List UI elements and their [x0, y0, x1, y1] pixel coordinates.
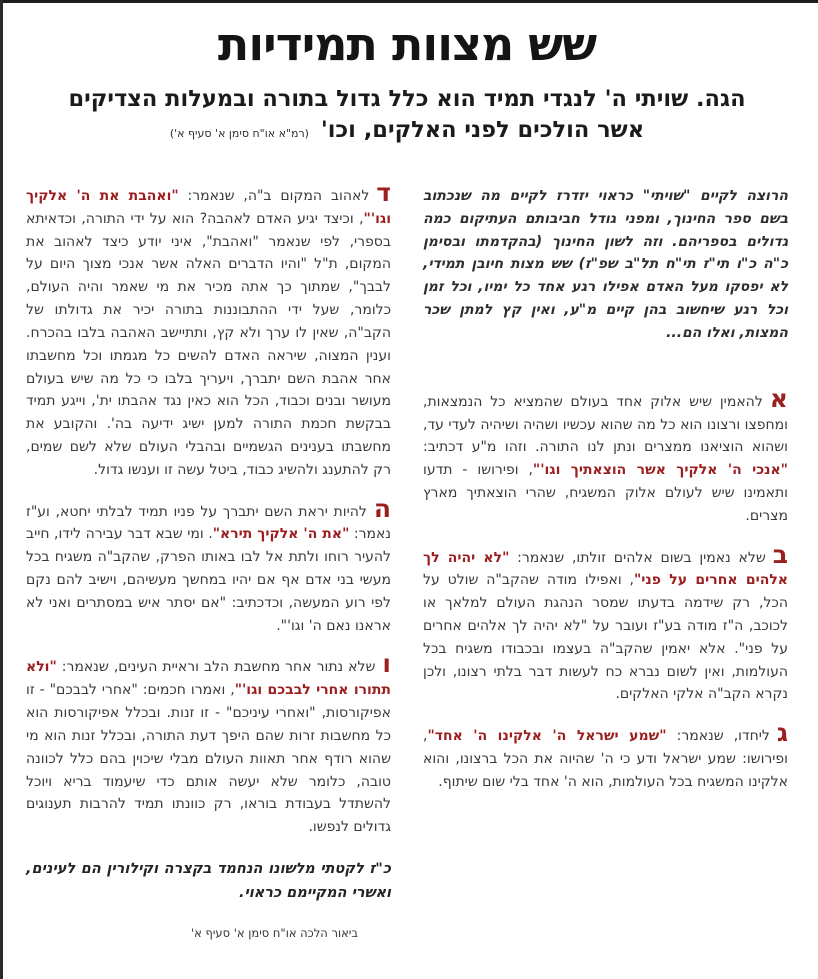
intro-paragraph: הרוצה לקיים "שויתי" כראוי יזדרז לקיים מה שנכתוב בשם ספר החינוך, ומפני גודל חביבותם העתיקום כמה גדולים בספריהם. וזה לשון החינוך (בהקדמתו ובסימן כ"ה כ"ו תי"ז תי"ח תל"ב שפ"ז) שש מצות חיובן תמידי, לא יפסקו מעל האדם אפילו רגע אחד כל ימיו, וכל זמן וכל רגע שיחשוב בהן קיים מ"ע, ואין קץ למתן שכר המצות, ואלו הם...	[423, 188, 788, 341]
page-edge-left	[0, 0, 3, 979]
subtitle-line2	[26, 115, 788, 145]
two-column-body	[26, 171, 788, 943]
section-letter-bet: ב	[772, 539, 788, 569]
subtitle-citation: (רמ"א או"ח סימן א' סעיף א')	[169, 126, 309, 140]
section-paragraph-vav	[26, 649, 391, 839]
page-edge-top	[0, 0, 818, 3]
subtitle-line1: הגה. שויתי ה' לנגדי תמיד הוא כלל גדול בתורה ובמעלות הצדיקים	[68, 86, 746, 113]
section-paragraph-bet	[423, 539, 788, 707]
section-text-bet: שלא נאמין בשום אלהים זולתו, שנאמר: "לא יהיה לך אלהים אחרים על פני", ואפילו מודה שהקב"ה שולט על הכל, רק שידמה בדעתו שמסר הנהגת העולם למלאך או לכוכב, ה"ז מודה בע"ז ועובר על "לא יהיה לך אלהים אחרים על פני". אלא יאמין שהקב"ה בעצמו ובכבודו משגיח בכל העולמות, ואין לשום נברא כח לעשות דבר בלתי רצונו, ולכן נקרא הקב"ה אלקי האלקים.	[423, 549, 788, 703]
section-text-gimel: ליחדו, שנאמר: "שמע ישראל ה' אלקינו ה' אחד", ופירושו: שמע ישראל ודע כי ה' שהיוה את הכל ברצונו, והוא אלקינו המשגיח בכל העולמות, הוא ה' אחד בלי שום שיתוף.	[423, 728, 788, 790]
document-header	[26, 17, 788, 145]
section-letter-he: ה	[373, 493, 391, 523]
section-paragraph-dalet	[26, 178, 391, 482]
section-text-alef: להאמין שיש אלוק אחד בעולם שהמציא כל הנמצאות, ומחפצו ורצונו הוא כל מה שהוא עכשיו ושהיה ושיהיה לעדי עד, ושהוא הוציאנו ממצרים ונתן לנו התורה. וזהו מ"ע דכתיב: "אנכי ה' אלקיך אשר הוצאתיך וגו'", ופירושו - תדעו ותאמינו שיש לעולם אלוק המשגיח, שהרי הוצאתיך מארץ מצרים.	[423, 393, 788, 524]
section-letter-gimel: ג	[776, 718, 789, 748]
section-paragraph-gimel	[423, 718, 789, 793]
left-column	[26, 171, 391, 943]
section-letter-dalet: ד	[376, 178, 391, 208]
closing-note: כ"ז לקטתי מלשונו הנחמד בקצרה וקילורין הם לעינים, ואשרי המקיימם כראוי.	[26, 860, 391, 901]
section-text-dalet: לאהוב המקום ב"ה, שנאמר: "ואהבת את ה' אלקיך וגו'", וכיצד יגיע האדם לאהבה? הוא על ידי התורה, וכדאיתא בספרי, לפי שנאמר "ואהבת", איני יודע כיצד לאהוב את המקום, ת"ל "והיו הדברים האלה אשר אנכי מצוך היום על לבבך", שמתוך כך אתה מכיר את מי שאמר והיה העולם, כלומר, שעל ידי ההתבוננות בתורה יכיר את גדולתו של הקב"ה, שאין לו ערך ולא קץ, ותתיישב האהבה בלבו בהכרח. וענין המצוה, שיראה האדם להשים כל מגמתו וכל מחשבתו אחר אהבת השם יתברך, ויעריך בלבו כי כל מה שיש בעולם מעושר ובנים וכבוד, הכל הוא כאין נגד אהבתו ית', וייגע תמיד בבקשת חכמת התורה למען ישיג ידיעה בה'. והקובע את מחשבתו בענינים הגשמיים ובהבלי העולם שלא לשם שמים, רק להתענג ולהשיג כבוד, ביטל עשה זו וענשו גדול.	[26, 188, 391, 478]
subtitle-line2-text: אשר הולכים לפני האלקים, וכו'	[320, 116, 645, 143]
section-letter-vav: ו	[382, 649, 391, 679]
subtitle	[26, 84, 788, 145]
closing-citation: ביאור הלכה או"ח סימן א' סעיף א'	[191, 926, 358, 941]
section-text-he: להיות יראת השם יתברך על פניו תמיד לבלתי יחטא, וע"ז נאמר: "את ה' אלקיך תירא". ומי שבא דבר עבירה לידו, חייב להעיר רוחו ולתת אל לבו באותו הפרק, שהקב"ה משגיח בכל מעשי בני אדם אף אם יהיו במחשך מעשיהם, וישיב להם נקם לפי רוע המעשה, וכדכתיב: "אם יסתר איש במסתרים ואני לא אראנו נאם ה' וגו'".	[26, 503, 391, 634]
section-text-vav: שלא נתור אחר מחשבת הלב וראיית העינים, שנאמר: "ולא תתורו אחרי לבבכם וגו'", ואמרו חכמים: "אחרי לבבכם" - זו אפיקורסות, "ואחרי עיניכם" - זו זנות. ובכלל אפיקורסות הוא כל מחשבות זרות שהם היפך דעת התורה, ובכלל זנות הוא מי שהוא רודף אחר תאוות העולם מבלי שיכוין בהם כלל לכוונה טובה, כלומר שלא יעשה אותם כדי שיעמוד בריא ויוכל להשתדל בעבודת בוראו, רק כוונתו תמיד להרבות תענוגים גדולים לנפשו.	[26, 659, 391, 836]
right-column	[423, 171, 788, 943]
page-title: שש מצוות תמידיות	[217, 17, 597, 71]
section-paragraph-alef	[423, 383, 788, 528]
section-letter-alef: א	[769, 383, 788, 413]
section-paragraph-he	[26, 493, 391, 638]
